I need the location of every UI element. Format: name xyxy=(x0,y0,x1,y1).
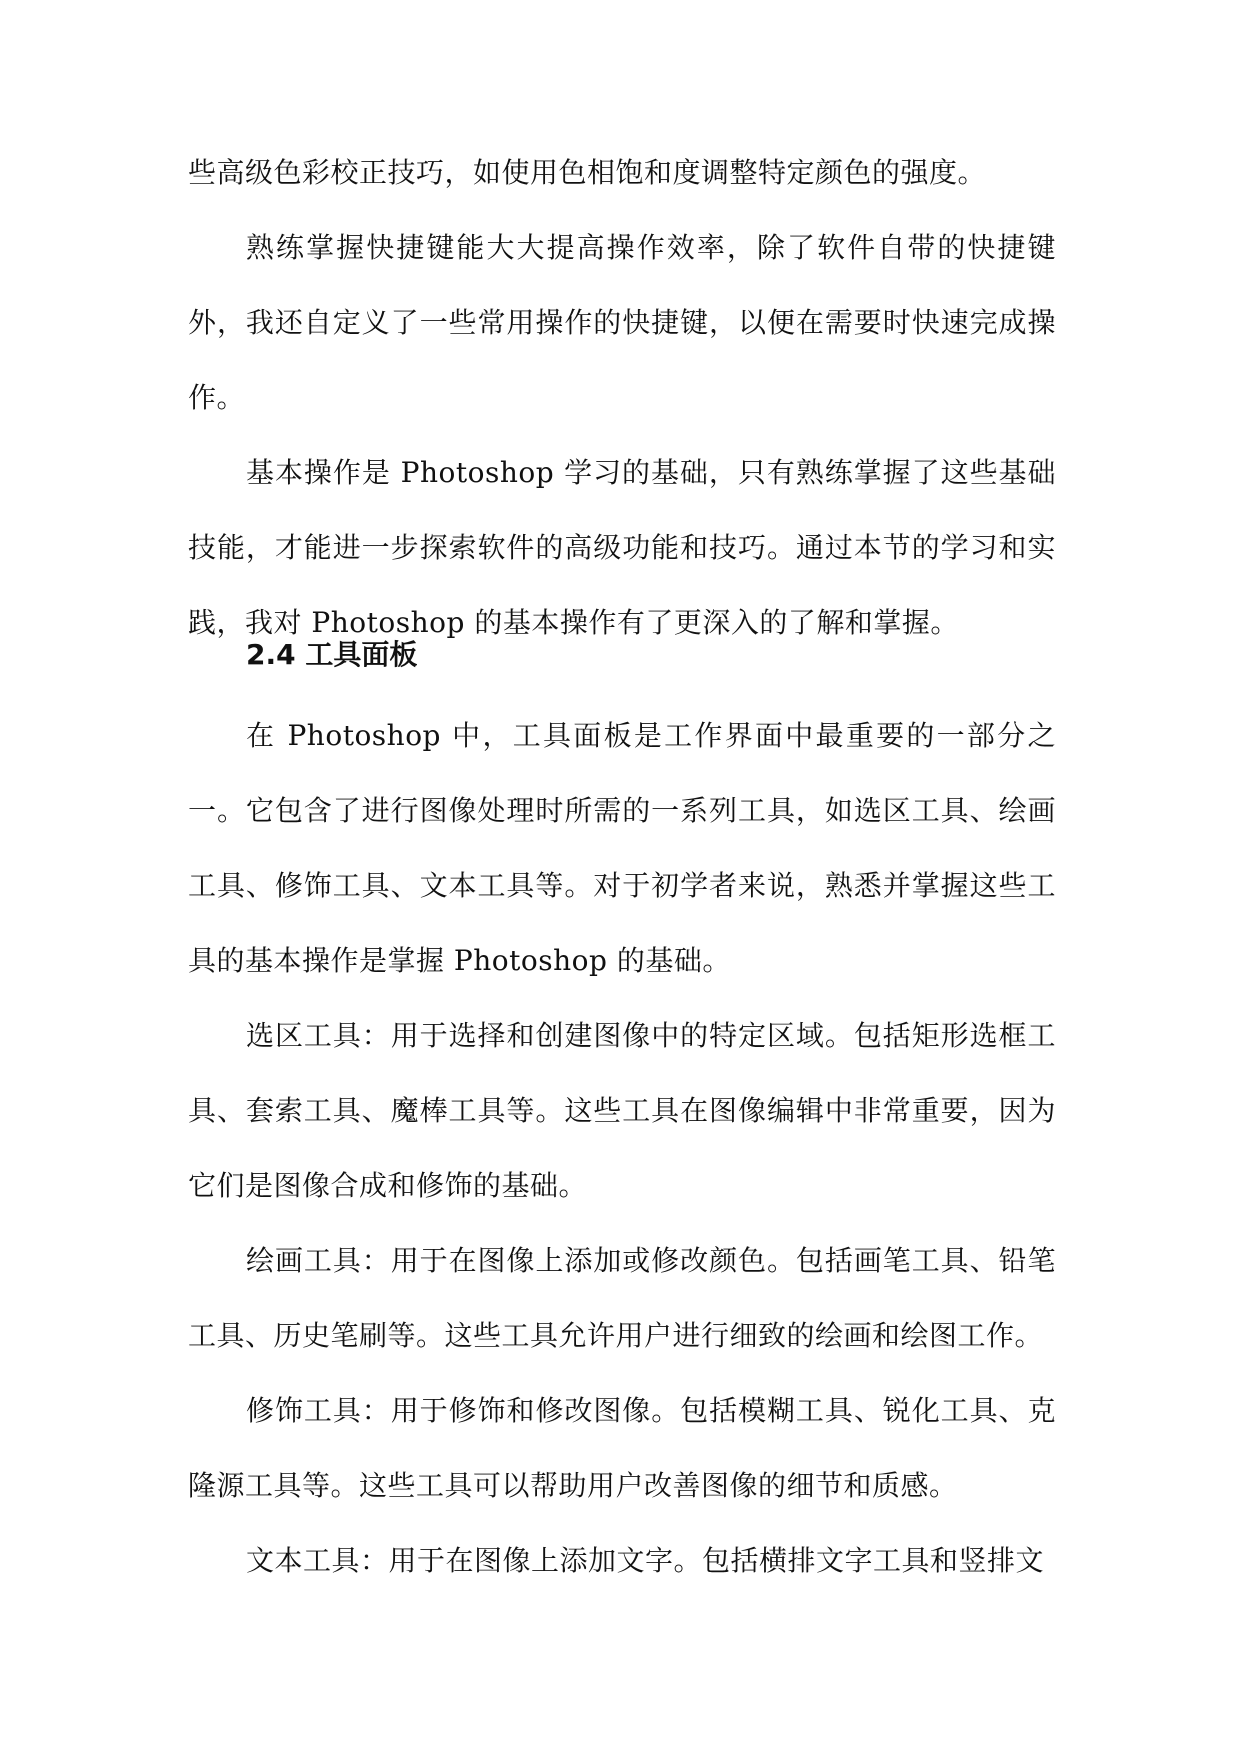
paragraph-retouch-tools: 修饰工具：用于修饰和修改图像。包括模糊工具、锐化工具、克隆源工具等。这些工具可以帮助用户改善图像的细节和质感。 xyxy=(188,1394,1056,1502)
paragraph-tool-panel-intro: 在 Photoshop 中，工具面板是工作界面中最重要的一部分之一。它包含了进行图像处理时所需的一系列工具，如选区工具、绘画工具、修饰工具、文本工具等。对于初学者来说，熟悉并掌握这些工具的基本操作是掌握 Photoshop 的基础。 xyxy=(188,719,1056,977)
section-heading: 2.4 工具面板 xyxy=(246,638,418,671)
paragraph-shortcuts: 熟练掌握快捷键能大大提高操作效率，除了软件自带的快捷键外，我还自定义了一些常用操作的快捷键，以便在需要时快速完成操作。 xyxy=(188,231,1056,414)
paragraph-selection-tools: 选区工具：用于选择和创建图像中的特定区域。包括矩形选框工具、套索工具、魔棒工具等。这些工具在图像编辑中非常重要，因为它们是图像合成和修饰的基础。 xyxy=(188,1019,1056,1202)
paragraph-continuation: 些高级色彩校正技巧，如使用色相饱和度调整特定颜色的强度。 xyxy=(188,156,987,189)
paragraph-basics: 基本操作是 Photoshop 学习的基础，只有熟练掌握了这些基础技能，才能进一步探索软件的高级功能和技巧。通过本节的学习和实践，我对 Photoshop 的基本操作有了更深入的了解和掌握。 xyxy=(188,456,1056,639)
text-block-bottom xyxy=(188,698,1056,1598)
paragraph-text-tools: 文本工具：用于在图像上添加文字。包括横排文字工具和竖排文 xyxy=(246,1544,1045,1577)
text-block-top xyxy=(188,135,1056,660)
paragraph-painting-tools: 绘画工具：用于在图像上添加或修改颜色。包括画笔工具、铅笔工具、历史笔刷等。这些工具允许用户进行细致的绘画和绘图工作。 xyxy=(188,1244,1056,1352)
